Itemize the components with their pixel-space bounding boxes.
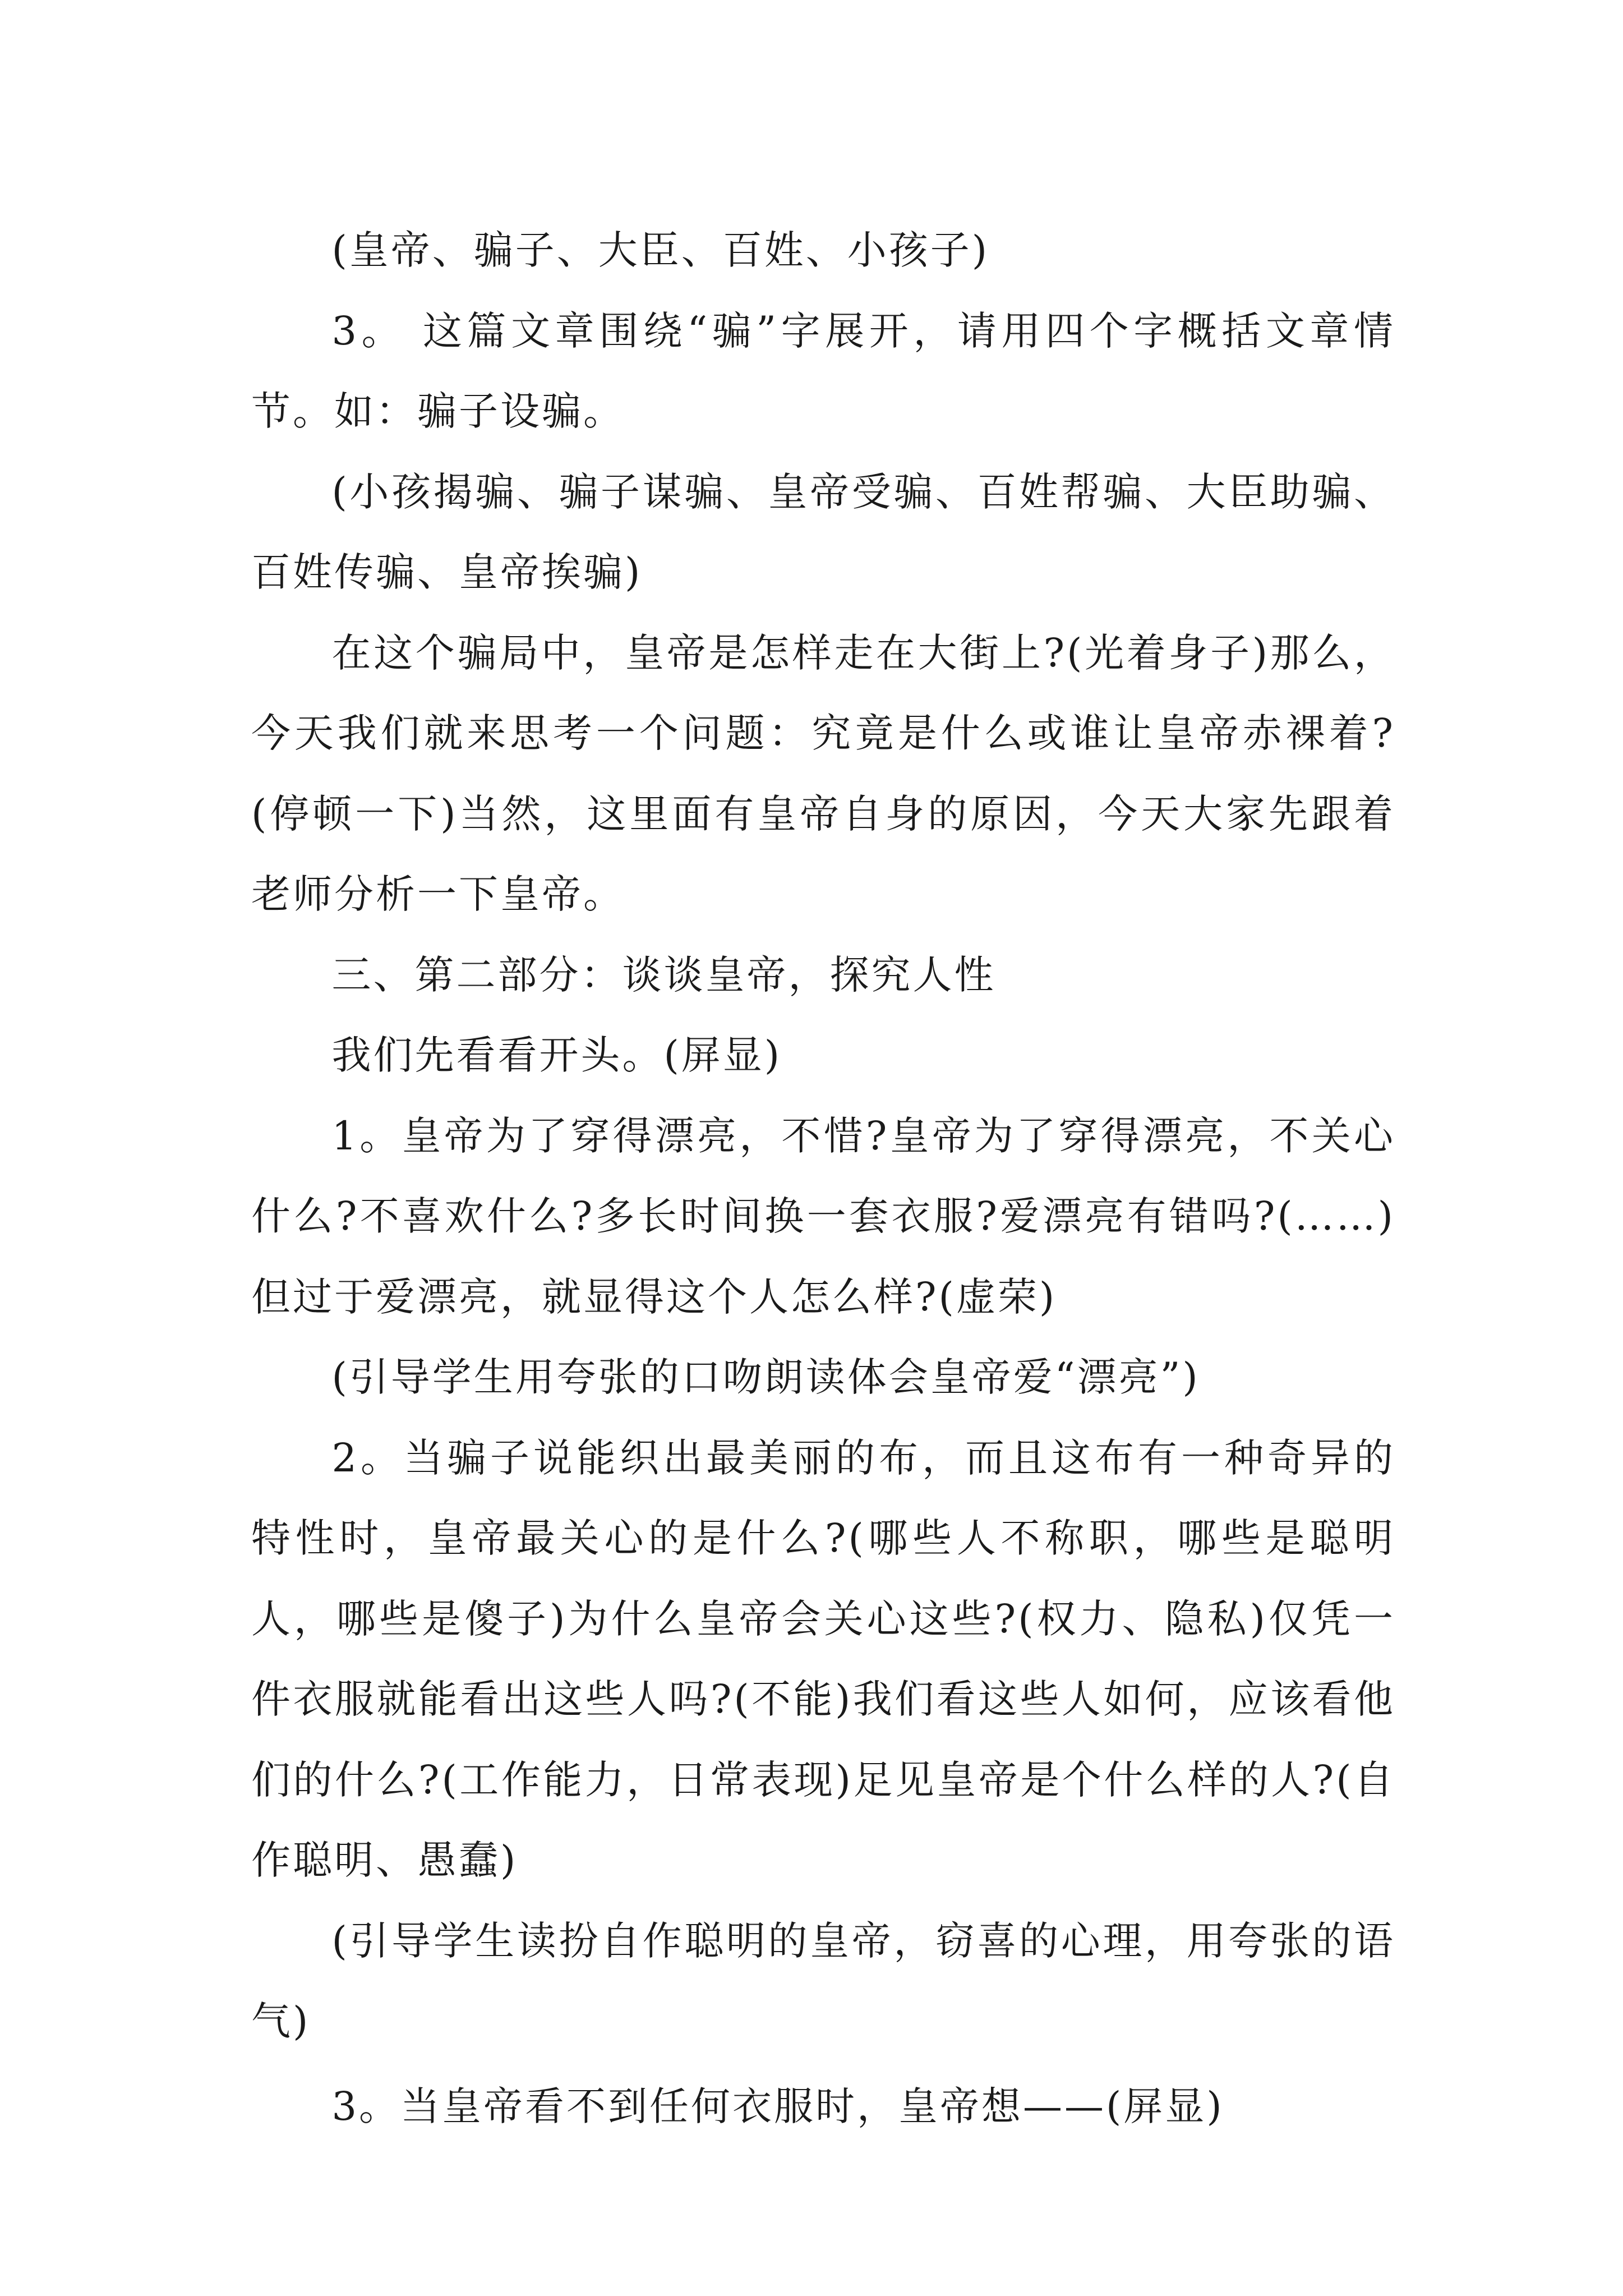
paragraph-guide-reading-2: (引导学生读扮自作聪明的皇帝，窃喜的心理，用夸张的语气) xyxy=(251,1917,1395,2044)
paragraph-point-3: 3。当皇帝看不到任何衣服时，皇帝想——(屏显) xyxy=(331,2083,1224,2129)
paragraph-plot-summary: (小孩揭骗、骗子谋骗、皇帝受骗、百姓帮骗、大臣助骗、百姓传骗、皇帝挨骗) xyxy=(251,468,1395,595)
paragraph-question-3: 3。 这篇文章围绕“骗”字展开，请用四个字概括文章情节。如：骗子设骗。 xyxy=(251,307,1395,434)
paragraph-point-2: 2。当骗子说能织出最美丽的布，而且这布有一种奇异的特性时，皇帝最关心的是什么?(哪些人不称职，哪些是聪明人，哪些是傻子)为什么皇帝会关心这些?(权力、隐私)仅凭一件衣服就能看出这些人吗?(不能)我们看这些人如何，应该看他们的什么?(工作能力，日常表现)足见皇帝是个什么样的人?(自作聪明、愚蠢) xyxy=(251,1434,1395,1883)
paragraph-emperor-naked: 在这个骗局中，皇帝是怎样走在大街上?(光着身子)那么，今天我们就来思考一个问题：究竟是什么或谁让皇帝赤裸着?(停顿一下)当然，这里面有皇帝自身的原因，今天大家先跟着老师分析一下皇帝。 xyxy=(251,629,1395,917)
paragraph-opening: 我们先看看开头。(屏显) xyxy=(331,1032,782,1078)
paragraph-guide-reading-1: (引导学生用夸张的口吻朗读体会皇帝爱“漂亮”) xyxy=(331,1354,1200,1400)
paragraph-point-1: 1。皇帝为了穿得漂亮，不惜?皇帝为了穿得漂亮，不关心什么?不喜欢什么?多长时间换一套衣服?爱漂亮有错吗?(……)但过于爱漂亮，就显得这个人怎么样?(虚荣) xyxy=(251,1112,1395,1320)
paragraph-roles: (皇帝、骗子、大臣、百姓、小孩子) xyxy=(331,227,990,273)
document-body xyxy=(251,210,1395,2147)
section-heading-part-two: 三、第二部分：谈谈皇帝，探究人性 xyxy=(331,951,996,998)
